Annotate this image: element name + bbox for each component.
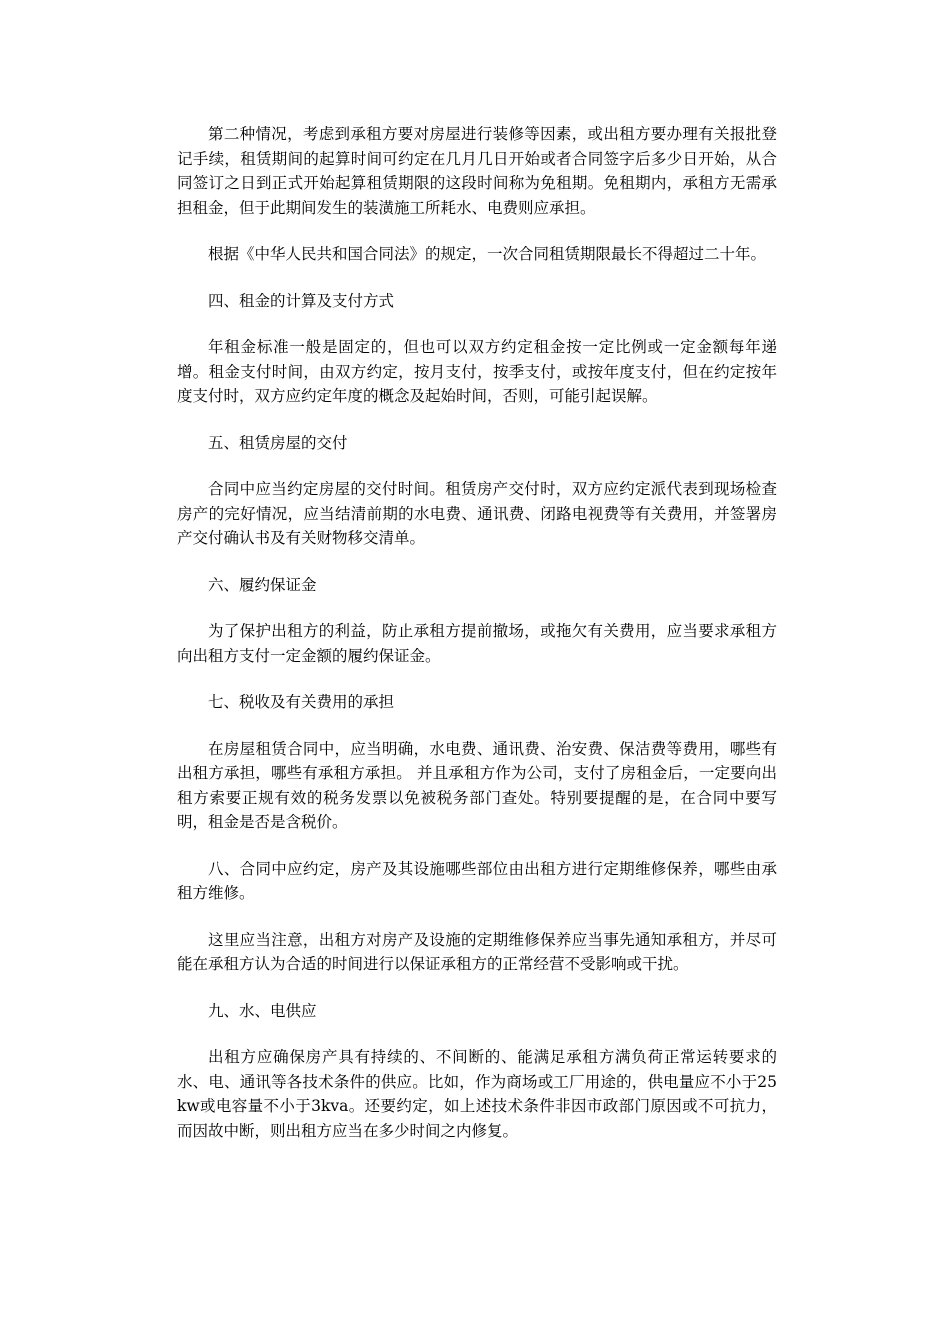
heading-utilities-supply: 九、水、电供应 — [208, 1001, 317, 1020]
heading-rent-calculation: 四、租金的计算及支付方式 — [208, 291, 395, 310]
document-body — [177, 122, 777, 1165]
paragraph-utilities-supply: 出租方应确保房产具有持续的、不间断的、能满足承租方满负荷正常运转要求的水、电、通讯等各技术条件的供应。比如，作为商场或工厂用途的，供电量应不小于25kw或电容量不小于3kva。还要约定，如上述技术条件非因市政部门原因或不可抗力，而因故中断，则出租方应当在多少时间之内修复。 — [177, 1048, 777, 1140]
heading-performance-bond: 六、履约保证金 — [208, 575, 317, 594]
paragraph-maintenance-notice: 这里应当注意，出租方对房产及设施的定期维修保养应当事先通知承租方，并尽可能在承租方认为合适的时间进行以保证承租方的正常经营不受影响或干扰。 — [177, 930, 777, 973]
paragraph-property-delivery: 合同中应当约定房屋的交付时间。租赁房产交付时，双方应约定派代表到现场检查房产的完好情况，应当结清前期的水电费、通讯费、闭路电视费等有关费用，并签署房产交付确认书及有关财物移交清单。 — [177, 480, 777, 547]
paragraph-max-lease-term: 根据《中华人民共和国合同法》的规定，一次合同租赁期限最长不得超过二十年。 — [208, 245, 767, 263]
paragraph-taxes-fees: 在房屋租赁合同中，应当明确，水电费、通讯费、治安费、保洁费等费用，哪些有出租方承担，哪些有承租方承担。 并且承租方作为公司，支付了房租金后，一定要向出租方索要正规有效的税务发票以免被税务部门查处。特别要提醒的是，在合同中要写明，租金是否是含税价。 — [177, 739, 777, 831]
heading-property-delivery: 五、租赁房屋的交付 — [208, 433, 348, 452]
paragraph-rent-payment: 年租金标准一般是固定的，但也可以双方约定租金按一定比例或一定金额每年递增。租金支付时间，由双方约定，按月支付，按季支付，或按年度支付，但在约定按年度支付时，双方应约定年度的概念及起始时间，否则，可能引起误解。 — [177, 338, 777, 405]
paragraph-free-rent-period: 第二种情况，考虑到承租方要对房屋进行装修等因素，或出租方要办理有关报批登记手续，租赁期间的起算时间可约定在几月几日开始或者合同签字后多少日开始，从合同签订之日到正式开始起算租赁期限的这段时间称为免租期。免租期内，承租方无需承担租金，但于此期间发生的装潢施工所耗水、电费则应承担。 — [177, 125, 777, 217]
paragraph-maintenance-clause: 八、合同中应约定，房产及其设施哪些部位由出租方进行定期维修保养，哪些由承租方维修。 — [177, 859, 777, 902]
paragraph-performance-bond: 为了保护出租方的利益，防止承租方提前撤场，或拖欠有关费用，应当要求承租方向出租方支付一定金额的履约保证金。 — [177, 622, 777, 665]
heading-taxes-fees: 七、税收及有关费用的承担 — [208, 693, 395, 711]
